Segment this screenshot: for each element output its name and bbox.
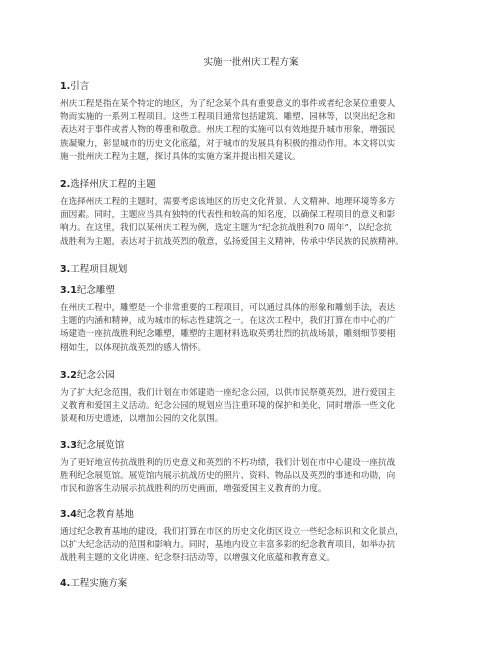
section-title: 纪念教育基地 (76, 509, 134, 520)
paragraph-line: 施一批州庆工程为主题，探讨具体的实施方案并提出相关建议。 (60, 151, 301, 162)
paragraph-line: 在选择州庆工程的主题时，需要考虑该地区的历史文化背景、人文精神、地理环境等多方 (60, 197, 396, 207)
paragraph-line: 为了扩大纪念范围，我们计划在市郊建造一座纪念公园，以供市民祭奠英烈，进行爱国主 (60, 388, 396, 398)
paragraph-line: 面因素。同时，主题应当具有独特的代表性和较高的知名度，以确保工程项目的意义和影 (60, 210, 396, 221)
paragraph-line: 以扩大纪念活动的范围和影响力。同时，基地内设立丰富多彩的纪念教育项目，如举办抗 (60, 540, 396, 551)
section-number: 3.1 (60, 285, 77, 296)
section-title: 纪念公园 (76, 370, 115, 381)
section-heading-3-4 (60, 509, 134, 521)
paragraph-line: 景观和历史遗迹，以增加公园的文化氛围。 (60, 414, 224, 425)
paragraph-line: 州庆工程是指在某个特定的地区，为了纪念某个具有重要意义的事件或者纪念某位重要人 (60, 99, 396, 109)
paragraph-line: 通过纪念教育基地的建设，我们打算在市区的历史文化街区设立一些纪念标识和文化景点， (60, 527, 404, 537)
paragraph-line: 战胜利主题的文化讲座、纪念祭扫活动等，以增强文化底蕴和教育意义。 (60, 553, 336, 564)
section-title: 纪念展览馆 (76, 440, 125, 451)
paragraph-line: 响力。在这里，我们以某州庆工程为例，选定主题为“纪念抗战胜利70 周年”，以纪念抗 (60, 223, 392, 234)
paragraph-line: 场建造一座抗战胜利纪念雕塑，雕塑的主题材料选取英勇壮烈的抗战场景，雕刻细节要栩 (60, 329, 396, 340)
section-heading-3-1 (60, 285, 115, 297)
section-number: 4. (60, 578, 71, 589)
section-heading-3 (60, 264, 127, 276)
document-title: 实施一批州庆工程方案 (203, 57, 299, 68)
section-paragraph-3-1 (60, 302, 442, 355)
section-number: 1. (60, 81, 71, 92)
section-paragraph-1 (60, 98, 442, 164)
section-number: 2. (60, 179, 71, 190)
paragraph-line: 主题的内涵和精神，成为城市的标志性建筑之一。在这次工程中，我们打算在市中心的广 (60, 316, 396, 327)
section-number: 3.4 (60, 509, 77, 520)
section-paragraph-3-2 (60, 387, 442, 427)
section-title: 引言 (70, 81, 90, 92)
section-title: 选择州庆工程的主题 (70, 179, 156, 190)
section-paragraph-3-3 (60, 457, 442, 497)
paragraph-line: 族凝聚力，彰显城市的历史文化底蕴，对于城市的发展具有积极的推动作用。本文将以实 (60, 138, 396, 149)
paragraph-line: 栩如生，以体现抗战英烈的感人情怀。 (60, 342, 207, 353)
section-heading-2 (60, 179, 156, 191)
section-number: 3.3 (60, 440, 77, 451)
paragraph-line: 胜利纪念展览馆。展览馆内展示抗战历史的照片、资料、物品以及英烈的事迹和功勋，向 (60, 471, 396, 482)
paragraph-line: 物而实施的一系列工程项目。这些工程项目通常包括建筑、雕塑、园林等，以突出纪念和 (60, 112, 396, 123)
section-title: 工程项目规划 (70, 264, 128, 275)
paragraph-line: 为了更好地宣传抗战胜利的历史意义和英烈的不朽功绩，我们计划在市中心建设一座抗战 (60, 458, 396, 468)
paragraph-line: 在州庆工程中，雕塑是一个非常重要的工程项目，可以通过具体的形象和雕刻手法，表达 (60, 303, 396, 313)
section-heading-3-3 (60, 440, 124, 452)
paragraph-line: 市民和游客生动展示抗战胜利的历史画面，增强爱国主义教育的力度。 (60, 484, 327, 495)
section-number: 3.2 (60, 370, 77, 381)
section-title: 工程实施方案 (70, 578, 128, 589)
paragraph-line: 战胜利为主题，表达对于抗战英烈的敬意，弘扬爱国主义精神，传承中华民族的民族精神。 (60, 236, 404, 247)
paragraph-line: 表达对于事件或者人物的尊重和敬意。州庆工程的实施可以有效地提升城市形象，增强民 (60, 125, 396, 136)
section-heading-1 (60, 81, 89, 93)
section-number: 3. (60, 264, 71, 275)
paragraph-line: 义教育和爱国主义活动。纪念公园的规划应当注重环境的保护和美化，同时增添一些文化 (60, 401, 396, 412)
section-paragraph-3-4 (60, 526, 442, 566)
section-heading-4 (60, 578, 127, 590)
section-heading-3-2 (60, 370, 115, 382)
section-title: 纪念雕塑 (76, 285, 115, 296)
section-paragraph-2 (60, 196, 442, 249)
